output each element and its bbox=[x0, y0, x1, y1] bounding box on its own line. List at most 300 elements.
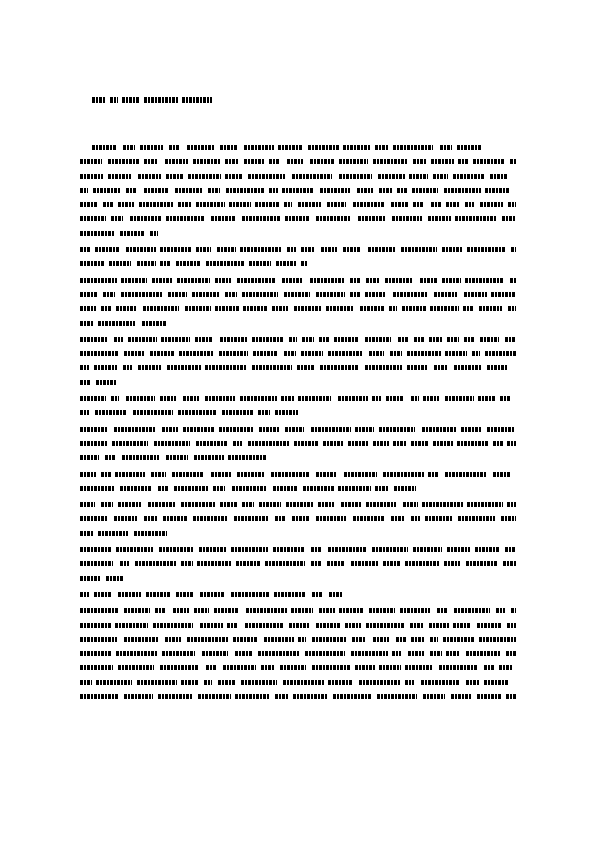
word-glyphs bbox=[115, 623, 148, 628]
word-glyphs bbox=[472, 351, 480, 356]
word-glyphs bbox=[490, 174, 507, 179]
word-glyphs bbox=[351, 561, 378, 566]
word-glyphs bbox=[196, 247, 211, 252]
word-glyphs bbox=[193, 516, 228, 521]
word-glyphs bbox=[408, 651, 424, 656]
word-glyphs bbox=[220, 145, 238, 150]
word-glyphs bbox=[80, 472, 96, 477]
word-glyphs bbox=[101, 472, 111, 477]
word-glyphs bbox=[507, 441, 516, 446]
text-line bbox=[80, 621, 516, 635]
word-glyphs bbox=[80, 174, 103, 179]
word-glyphs bbox=[166, 174, 183, 179]
word-glyphs bbox=[284, 202, 292, 207]
word-glyphs bbox=[283, 680, 324, 685]
word-glyphs bbox=[92, 145, 117, 150]
word-glyphs bbox=[344, 472, 377, 477]
text-line bbox=[80, 439, 516, 453]
word-glyphs bbox=[323, 441, 344, 446]
word-glyphs bbox=[181, 502, 215, 507]
word-glyphs bbox=[379, 427, 415, 432]
word-glyphs bbox=[372, 547, 408, 552]
word-glyphs bbox=[214, 608, 239, 613]
word-glyphs bbox=[350, 292, 361, 297]
word-glyphs bbox=[409, 174, 428, 179]
word-glyphs bbox=[447, 337, 459, 342]
text-line bbox=[80, 186, 516, 200]
word-glyphs bbox=[80, 441, 107, 446]
word-glyphs bbox=[379, 665, 401, 670]
word-glyphs bbox=[179, 351, 214, 356]
word-glyphs bbox=[292, 516, 309, 521]
word-glyphs bbox=[407, 351, 441, 356]
word-glyphs bbox=[339, 608, 363, 613]
word-glyphs bbox=[506, 694, 516, 699]
word-glyphs bbox=[108, 174, 131, 179]
text-line bbox=[80, 304, 516, 318]
word-glyphs bbox=[276, 261, 297, 266]
word-glyphs bbox=[124, 637, 159, 642]
word-glyphs bbox=[194, 455, 224, 460]
word-glyphs bbox=[225, 159, 238, 164]
word-glyphs bbox=[205, 396, 235, 401]
word-glyphs bbox=[195, 337, 213, 342]
word-glyphs bbox=[192, 292, 219, 297]
word-glyphs bbox=[458, 159, 468, 164]
text-line bbox=[80, 635, 516, 649]
word-glyphs bbox=[500, 396, 511, 401]
word-glyphs bbox=[185, 306, 211, 311]
word-glyphs bbox=[442, 247, 462, 252]
word-glyphs bbox=[429, 337, 442, 342]
word-glyphs bbox=[423, 694, 445, 699]
word-glyphs bbox=[275, 410, 298, 415]
word-glyphs bbox=[166, 455, 188, 460]
word-glyphs bbox=[405, 680, 414, 685]
word-glyphs bbox=[282, 278, 303, 283]
word-glyphs bbox=[316, 516, 346, 521]
word-glyphs bbox=[302, 337, 314, 342]
word-glyphs bbox=[392, 651, 401, 656]
word-glyphs bbox=[234, 516, 269, 521]
word-glyphs bbox=[120, 486, 151, 491]
word-glyphs bbox=[360, 306, 385, 311]
word-glyphs bbox=[447, 547, 470, 552]
word-glyphs bbox=[200, 592, 224, 597]
word-glyphs bbox=[252, 337, 283, 342]
word-glyphs bbox=[126, 396, 155, 401]
word-glyphs bbox=[80, 651, 111, 656]
word-glyphs bbox=[405, 561, 439, 566]
word-glyphs bbox=[457, 441, 488, 446]
word-glyphs bbox=[393, 145, 433, 150]
word-glyphs bbox=[327, 561, 345, 566]
word-glyphs bbox=[389, 306, 397, 311]
word-glyphs bbox=[196, 202, 225, 207]
word-glyphs bbox=[480, 202, 503, 207]
text-line bbox=[80, 545, 516, 559]
word-glyphs bbox=[80, 576, 101, 581]
word-glyphs bbox=[301, 351, 323, 356]
word-glyphs bbox=[114, 516, 137, 521]
word-glyphs bbox=[217, 247, 236, 252]
word-glyphs bbox=[466, 651, 500, 656]
word-glyphs bbox=[258, 651, 300, 656]
word-glyphs bbox=[80, 278, 117, 283]
word-glyphs bbox=[402, 306, 426, 311]
word-glyphs bbox=[465, 278, 504, 283]
word-glyphs bbox=[94, 365, 117, 370]
heading-word-glyphs bbox=[122, 97, 140, 103]
word-glyphs bbox=[118, 592, 141, 597]
word-glyphs bbox=[465, 202, 474, 207]
word-glyphs bbox=[197, 561, 232, 566]
word-glyphs bbox=[269, 188, 278, 193]
word-glyphs bbox=[328, 680, 352, 685]
word-glyphs bbox=[287, 159, 303, 164]
word-glyphs bbox=[502, 216, 516, 221]
word-glyphs bbox=[275, 516, 286, 521]
word-glyphs bbox=[383, 472, 424, 477]
word-glyphs bbox=[458, 516, 495, 521]
word-glyphs bbox=[278, 145, 303, 150]
word-glyphs bbox=[183, 396, 199, 401]
word-glyphs bbox=[485, 188, 510, 193]
word-glyphs bbox=[194, 608, 209, 613]
word-glyphs bbox=[80, 561, 113, 566]
word-glyphs bbox=[401, 247, 437, 252]
word-glyphs bbox=[138, 174, 161, 179]
word-glyphs bbox=[287, 247, 296, 252]
word-glyphs bbox=[225, 292, 237, 297]
word-glyphs bbox=[116, 651, 157, 656]
word-glyphs bbox=[353, 516, 384, 521]
word-glyphs bbox=[310, 278, 345, 283]
word-glyphs bbox=[245, 623, 283, 628]
word-glyphs bbox=[80, 306, 96, 311]
word-glyphs bbox=[80, 292, 97, 297]
word-glyphs bbox=[175, 188, 203, 193]
word-glyphs bbox=[80, 337, 107, 342]
word-glyphs bbox=[507, 623, 516, 628]
word-glyphs bbox=[137, 261, 156, 266]
word-glyphs bbox=[128, 337, 157, 342]
word-glyphs bbox=[218, 680, 235, 685]
word-glyphs bbox=[242, 292, 278, 297]
word-glyphs bbox=[383, 561, 401, 566]
word-glyphs bbox=[80, 202, 98, 207]
word-glyphs bbox=[265, 561, 305, 566]
word-glyphs bbox=[369, 608, 395, 613]
word-glyphs bbox=[96, 380, 117, 385]
word-glyphs bbox=[165, 637, 181, 642]
word-glyphs bbox=[163, 516, 188, 521]
word-glyphs bbox=[114, 427, 155, 432]
word-glyphs bbox=[162, 651, 195, 656]
word-glyphs bbox=[80, 665, 113, 670]
word-glyphs bbox=[466, 680, 479, 685]
word-glyphs bbox=[437, 608, 448, 613]
word-glyphs bbox=[269, 159, 280, 164]
word-glyphs bbox=[112, 441, 148, 446]
word-glyphs bbox=[430, 651, 442, 656]
word-glyphs bbox=[369, 351, 384, 356]
word-glyphs bbox=[226, 188, 264, 193]
word-glyphs bbox=[111, 396, 119, 401]
word-glyphs bbox=[95, 410, 127, 415]
word-glyphs bbox=[80, 680, 92, 685]
word-glyphs bbox=[311, 561, 322, 566]
word-glyphs bbox=[508, 306, 516, 311]
word-glyphs bbox=[366, 623, 404, 628]
word-glyphs bbox=[140, 145, 163, 150]
word-glyphs bbox=[463, 306, 474, 311]
word-glyphs bbox=[473, 159, 504, 164]
word-glyphs bbox=[444, 561, 460, 566]
word-glyphs bbox=[126, 188, 137, 193]
word-glyphs bbox=[425, 516, 453, 521]
word-glyphs bbox=[493, 441, 503, 446]
word-glyphs bbox=[429, 623, 449, 628]
word-glyphs bbox=[80, 321, 94, 326]
word-glyphs bbox=[439, 665, 478, 670]
word-glyphs bbox=[146, 592, 170, 597]
word-glyphs bbox=[318, 502, 334, 507]
word-glyphs bbox=[259, 427, 280, 432]
word-glyphs bbox=[80, 261, 104, 266]
word-glyphs bbox=[118, 665, 154, 670]
word-glyphs bbox=[271, 472, 310, 477]
heading-word-glyphs bbox=[182, 97, 212, 103]
word-glyphs bbox=[357, 188, 373, 193]
word-glyphs bbox=[308, 145, 339, 150]
word-glyphs bbox=[160, 261, 170, 266]
word-glyphs bbox=[446, 202, 460, 207]
text-line bbox=[80, 425, 516, 439]
word-glyphs bbox=[348, 441, 368, 446]
word-glyphs bbox=[499, 665, 512, 670]
word-glyphs bbox=[150, 231, 158, 236]
word-glyphs bbox=[80, 502, 95, 507]
word-glyphs bbox=[403, 502, 418, 507]
word-glyphs bbox=[160, 247, 191, 252]
word-glyphs bbox=[244, 145, 274, 150]
word-glyphs bbox=[491, 292, 516, 297]
word-glyphs bbox=[121, 292, 162, 297]
word-glyphs bbox=[289, 623, 310, 628]
word-glyphs bbox=[152, 278, 172, 283]
word-glyphs bbox=[453, 623, 470, 628]
word-glyphs bbox=[178, 202, 192, 207]
word-glyphs bbox=[329, 592, 342, 597]
heading-word-glyphs bbox=[110, 97, 118, 103]
word-glyphs bbox=[80, 351, 118, 356]
word-glyphs bbox=[114, 337, 123, 342]
text-line bbox=[80, 259, 516, 273]
word-glyphs bbox=[237, 278, 275, 283]
text-line bbox=[80, 229, 516, 243]
word-glyphs bbox=[312, 592, 322, 597]
word-glyphs bbox=[464, 337, 475, 342]
text-line bbox=[80, 143, 516, 157]
text-line bbox=[80, 590, 516, 604]
text-line bbox=[80, 470, 516, 484]
word-glyphs bbox=[301, 261, 307, 266]
word-glyphs bbox=[187, 637, 229, 642]
word-glyphs bbox=[168, 292, 187, 297]
word-glyphs bbox=[144, 159, 158, 164]
text-line bbox=[80, 378, 516, 392]
word-glyphs bbox=[298, 396, 331, 401]
word-glyphs bbox=[161, 337, 190, 342]
word-glyphs bbox=[338, 396, 368, 401]
word-glyphs bbox=[343, 145, 370, 150]
word-glyphs bbox=[169, 145, 180, 150]
word-glyphs bbox=[142, 321, 167, 326]
word-glyphs bbox=[248, 441, 290, 446]
word-glyphs bbox=[386, 396, 404, 401]
word-glyphs bbox=[155, 608, 166, 613]
word-glyphs bbox=[301, 247, 315, 252]
word-glyphs bbox=[467, 247, 505, 252]
word-glyphs bbox=[176, 592, 193, 597]
word-glyphs bbox=[215, 306, 239, 311]
word-glyphs bbox=[379, 188, 393, 193]
word-glyphs bbox=[393, 292, 427, 297]
word-glyphs bbox=[106, 576, 124, 581]
word-glyphs bbox=[355, 665, 375, 670]
word-glyphs bbox=[124, 351, 144, 356]
word-glyphs bbox=[116, 547, 153, 552]
word-glyphs bbox=[454, 365, 481, 370]
word-glyphs bbox=[248, 174, 285, 179]
word-glyphs bbox=[312, 665, 350, 670]
word-glyphs bbox=[154, 441, 190, 446]
word-glyphs bbox=[223, 665, 256, 670]
word-glyphs bbox=[303, 486, 334, 491]
word-glyphs bbox=[80, 694, 118, 699]
word-glyphs bbox=[397, 188, 408, 193]
word-glyphs bbox=[390, 351, 402, 356]
text-line bbox=[80, 214, 516, 228]
word-glyphs bbox=[423, 396, 439, 401]
word-glyphs bbox=[392, 216, 422, 221]
word-glyphs bbox=[366, 278, 379, 283]
word-glyphs bbox=[464, 292, 487, 297]
word-glyphs bbox=[345, 623, 361, 628]
word-glyphs bbox=[211, 472, 231, 477]
text-line bbox=[80, 290, 516, 304]
word-glyphs bbox=[440, 145, 452, 150]
word-glyphs bbox=[208, 188, 220, 193]
word-glyphs bbox=[421, 680, 460, 685]
word-glyphs bbox=[80, 623, 111, 628]
word-glyphs bbox=[431, 202, 442, 207]
word-glyphs bbox=[80, 380, 91, 385]
word-glyphs bbox=[319, 337, 329, 342]
word-glyphs bbox=[289, 337, 297, 342]
word-glyphs bbox=[124, 694, 153, 699]
word-glyphs bbox=[80, 410, 89, 415]
text-line bbox=[80, 319, 516, 333]
word-glyphs bbox=[172, 472, 204, 477]
word-glyphs bbox=[213, 486, 225, 491]
word-glyphs bbox=[98, 531, 128, 536]
word-glyphs bbox=[181, 680, 199, 685]
word-glyphs bbox=[378, 174, 405, 179]
word-glyphs bbox=[130, 216, 161, 221]
word-glyphs bbox=[355, 427, 374, 432]
word-glyphs bbox=[215, 278, 231, 283]
word-glyphs bbox=[496, 608, 505, 613]
word-glyphs bbox=[80, 247, 90, 252]
word-glyphs bbox=[293, 694, 328, 699]
word-glyphs bbox=[442, 278, 461, 283]
word-glyphs bbox=[80, 486, 115, 491]
word-glyphs bbox=[479, 637, 516, 642]
word-glyphs bbox=[428, 472, 439, 477]
word-glyphs bbox=[292, 174, 332, 179]
text-line bbox=[80, 692, 516, 706]
word-glyphs bbox=[413, 202, 424, 207]
word-glyphs bbox=[373, 441, 389, 446]
word-glyphs bbox=[153, 623, 193, 628]
word-glyphs bbox=[144, 188, 168, 193]
word-glyphs bbox=[375, 145, 389, 150]
word-glyphs bbox=[365, 365, 402, 370]
word-glyphs bbox=[410, 623, 423, 628]
word-glyphs bbox=[261, 665, 274, 670]
word-glyphs bbox=[475, 547, 500, 552]
word-glyphs bbox=[434, 365, 448, 370]
word-glyphs bbox=[183, 427, 214, 432]
word-glyphs bbox=[286, 502, 314, 507]
word-glyphs bbox=[80, 396, 106, 401]
word-glyphs bbox=[484, 680, 509, 685]
word-glyphs bbox=[311, 547, 322, 552]
word-glyphs bbox=[236, 561, 260, 566]
word-glyphs bbox=[219, 427, 254, 432]
word-glyphs bbox=[433, 174, 448, 179]
word-glyphs bbox=[199, 547, 226, 552]
word-glyphs bbox=[166, 216, 205, 221]
word-glyphs bbox=[252, 365, 292, 370]
word-glyphs bbox=[193, 159, 220, 164]
word-glyphs bbox=[487, 365, 507, 370]
word-glyphs bbox=[284, 292, 310, 297]
word-glyphs bbox=[327, 202, 346, 207]
word-glyphs bbox=[111, 216, 123, 221]
word-glyphs bbox=[188, 174, 221, 179]
word-glyphs bbox=[339, 159, 368, 164]
word-glyphs bbox=[98, 321, 135, 326]
word-glyphs bbox=[206, 665, 217, 670]
word-glyphs bbox=[398, 337, 409, 342]
word-glyphs bbox=[138, 365, 161, 370]
text-line bbox=[80, 157, 516, 171]
text-line bbox=[80, 529, 516, 543]
word-glyphs bbox=[294, 441, 318, 446]
word-glyphs bbox=[123, 145, 135, 150]
word-glyphs bbox=[411, 396, 419, 401]
word-glyphs bbox=[411, 637, 424, 642]
word-glyphs bbox=[457, 145, 481, 150]
word-glyphs bbox=[359, 680, 400, 685]
word-glyphs bbox=[249, 261, 271, 266]
text-line bbox=[80, 649, 516, 663]
word-glyphs bbox=[411, 441, 428, 446]
word-glyphs bbox=[478, 396, 495, 401]
